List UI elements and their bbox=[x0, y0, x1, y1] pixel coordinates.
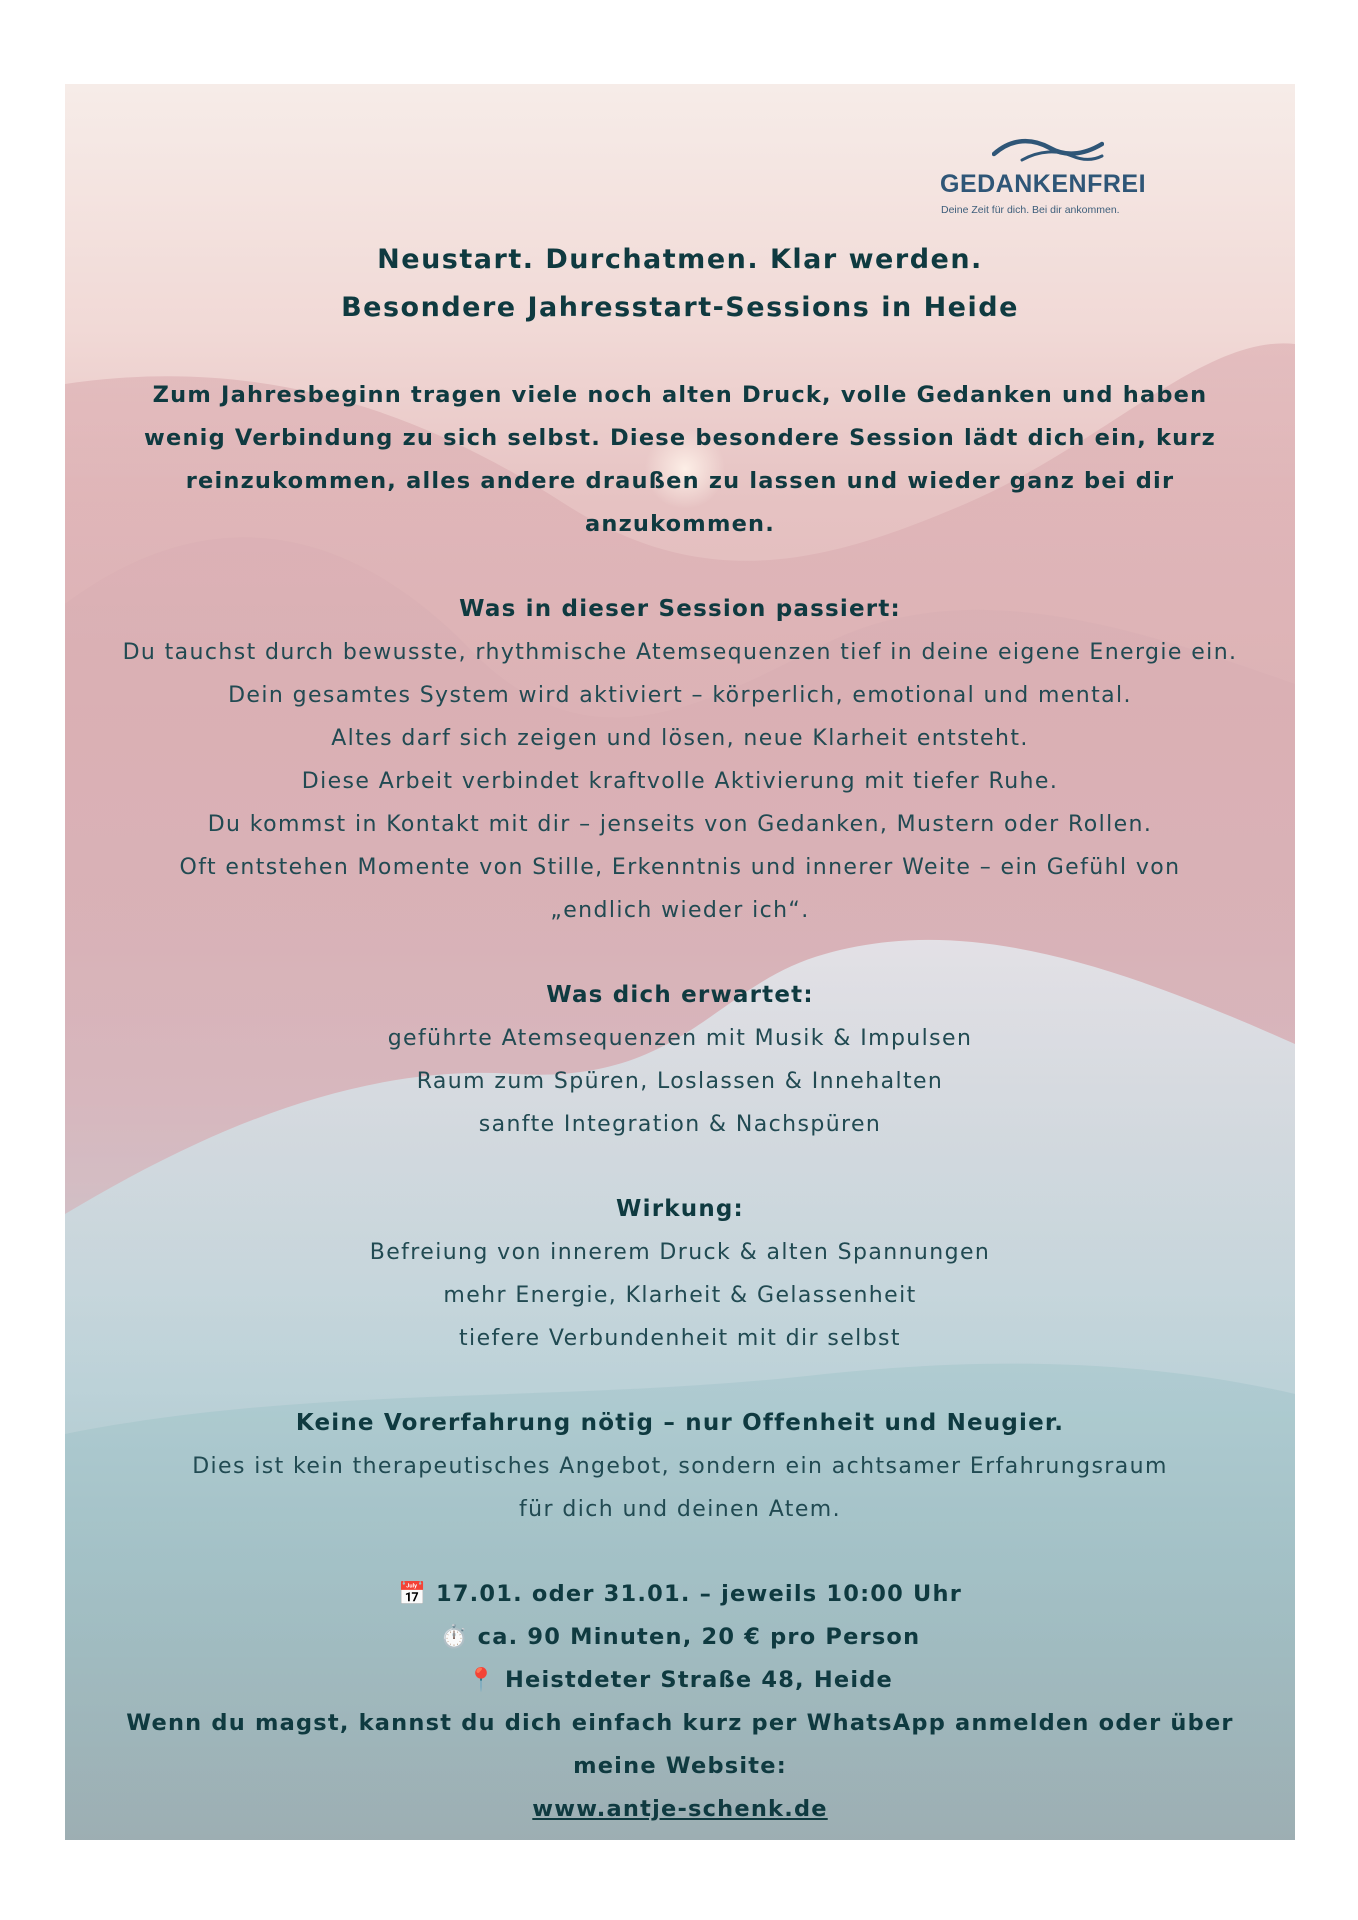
effect-heading: Wirkung: bbox=[616, 1196, 744, 1222]
website-link[interactable]: www.antje-schenk.de bbox=[532, 1796, 828, 1822]
logo-tagline: Deine Zeit für dich. Bei dir ankommen. bbox=[941, 204, 1120, 216]
duration-line bbox=[65, 1616, 1295, 1659]
note-heading: Keine Vorerfahrung nötig – nur Offenheit und Neugier. bbox=[295, 1410, 1065, 1436]
location-pin-icon: 📍 bbox=[467, 1667, 497, 1693]
flyer-poster bbox=[65, 84, 1295, 1840]
session-line: Du kommst in Kontakt mit dir – jenseits von Gedanken, Mustern oder Rollen. bbox=[207, 812, 1153, 837]
stopwatch-icon: ⏱️ bbox=[440, 1624, 470, 1650]
cta-line-2: meine Website: bbox=[573, 1753, 787, 1779]
date-text: 17.01. oder 31.01. – jeweils 10:00 Uhr bbox=[435, 1581, 963, 1607]
effect-line: Befreiung von innerem Druck & alten Spannungen bbox=[369, 1240, 991, 1265]
duration-text: ca. 90 Minuten, 20 € pro Person bbox=[477, 1624, 921, 1650]
gedankenfrei-logo bbox=[940, 134, 1180, 224]
session-line: Oft entstehen Momente von Stille, Erkenntnis und innerer Weite – ein Gefühl von bbox=[179, 855, 1181, 880]
logo-title: GEDANKENFREI bbox=[940, 170, 1147, 198]
headline-line-2: Besondere Jahresstart-Sessions in Heide bbox=[341, 292, 1019, 323]
session-line: Du tauchst durch bewusste, rhythmische Atemsequenzen tief in deine eigene Energie ein. bbox=[122, 640, 1238, 665]
date-line bbox=[65, 1573, 1295, 1616]
expect-line: sanfte Integration & Nachspüren bbox=[478, 1112, 882, 1137]
wave-logo-icon bbox=[992, 134, 1104, 164]
session-line: „endlich wieder ich“. bbox=[550, 898, 810, 923]
effect-line: mehr Energie, Klarheit & Gelassenheit bbox=[443, 1283, 917, 1308]
expect-line: geführte Atemsequenzen mit Musik & Impulsen bbox=[387, 1026, 973, 1051]
headline-line-1: Neustart. Durchatmen. Klar werden. bbox=[377, 244, 983, 275]
session-heading: Was in dieser Session passiert: bbox=[459, 596, 901, 622]
session-line: Altes darf sich zeigen und lösen, neue Klarheit entsteht. bbox=[331, 726, 1029, 751]
location-text: Heistdeter Straße 48, Heide bbox=[504, 1667, 894, 1693]
note-line: für dich und deinen Atem. bbox=[519, 1497, 841, 1522]
intro-paragraph: Zum Jahresbeginn tragen viele noch alten Druck, volle Gedanken und haben wenig Verbindung zu sich selbst. Diese besondere Session lädt dich ein, kurz reinzukommen, alles andere draußen zu lassen und wieder ganz bei dir anzukommen. bbox=[144, 382, 1216, 537]
cta-line-1: Wenn du magst, kannst du dich einfach kurz per WhatsApp anmelden oder über bbox=[126, 1710, 1234, 1736]
location-line bbox=[65, 1659, 1295, 1702]
expect-heading: Was dich erwartet: bbox=[546, 982, 814, 1008]
expect-line: Raum zum Spüren, Loslassen & Innehalten bbox=[416, 1069, 944, 1094]
flyer-content bbox=[65, 236, 1295, 1831]
session-line: Diese Arbeit verbindet kraftvolle Aktivierung mit tiefer Ruhe. bbox=[301, 769, 1059, 794]
website-line bbox=[65, 1788, 1295, 1831]
session-line: Dein gesamtes System wird aktiviert – körperlich, emotional und mental. bbox=[228, 683, 1132, 708]
note-line: Dies ist kein therapeutisches Angebot, sondern ein achtsamer Erfahrungsraum bbox=[192, 1454, 1168, 1479]
effect-line: tiefere Verbundenheit mit dir selbst bbox=[459, 1326, 901, 1351]
calendar-icon: 📅 bbox=[398, 1581, 428, 1607]
